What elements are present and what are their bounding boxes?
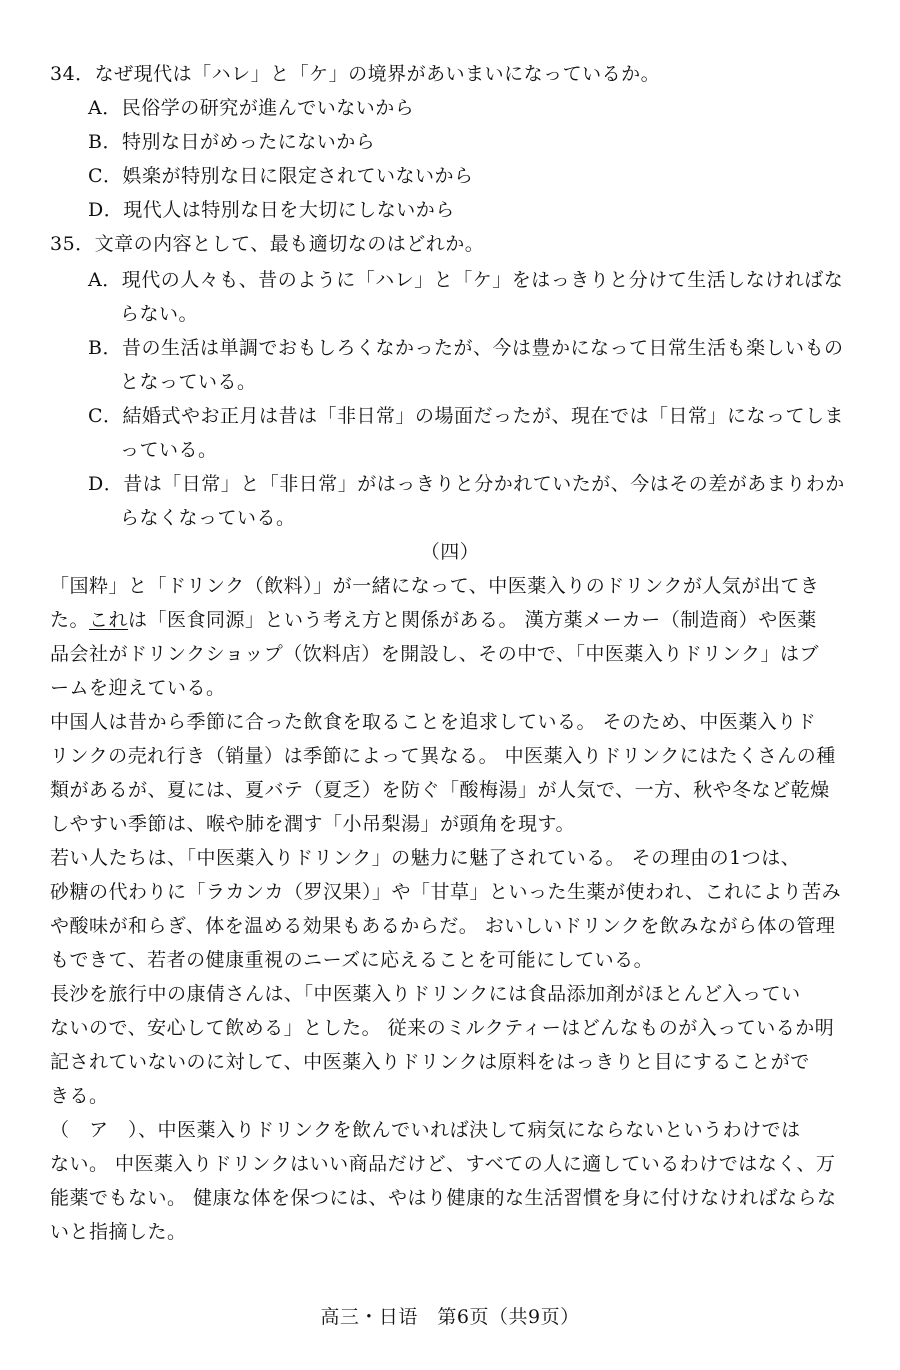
question-35-option-a: A．現代の人々も、昔のように「ハレ」と「ケ」をはっきりと分けて生活しなければな: [88, 269, 844, 291]
passage-p1-line: ームを迎えている。: [50, 677, 226, 699]
passage-p1-text: た。: [50, 609, 90, 631]
question-35-stem: 35．文章の内容として、最も適切なのはどれか。: [50, 233, 485, 255]
underlined-word-kore: これ: [89, 609, 129, 631]
question-35-option-d-cont: らなくなっている。: [120, 507, 296, 529]
question-35-option-b: B．昔の生活は単調でおもしろくなかったが、今は豊かになって日常生活も楽しいもの: [88, 337, 844, 359]
question-35-option-a-cont: らない。: [120, 303, 199, 325]
passage-p1-line: 品会社がドリンクショップ（饮料店）を開設し、その中で、「中医薬入りドリンク」はブ: [50, 643, 819, 665]
section-title: （四）: [420, 541, 480, 563]
passage-p4-line: 記されていないのに対して、中医薬入りドリンクは原料をはっきりと目にすることがで: [50, 1051, 810, 1073]
passage-p3-line: 若い人たちは、「中医薬入りドリンク」の魅力に魅了されている。 その理由の1つは、: [50, 847, 801, 869]
passage-p4-line: きる。: [50, 1085, 109, 1107]
passage-p5-line: いと指摘した。: [50, 1221, 187, 1243]
passage-p3-line: 砂糖の代わりに「ラカンカ（罗汉果）」や「甘草」といった生薬が使われ、これにより苦み: [50, 881, 842, 903]
passage-p2-line: しやすい季節は、喉や肺を潤す「小吊梨湯」が頭角を現す。: [50, 813, 575, 835]
question-34-option-d: D．現代人は特別な日を大切にしないから: [88, 199, 455, 221]
passage-p4-line: 長沙を旅行中の康倩さんは、「中医薬入りドリンクには食品添加剤がほとんど入ってい: [50, 983, 801, 1005]
page-footer: 高三・日语 第6页（共9页）: [320, 1306, 580, 1328]
passage-p1-line: [50, 608, 850, 632]
passage-p2-line: 中国人は昔から季節に合った飲食を取ることを追求している。 そのため、中医薬入りド: [50, 711, 817, 733]
question-34-option-b: B．特別な日がめったにないから: [88, 131, 376, 153]
passage-p2-line: リンクの売れ行き（销量）は季節によって異なる。 中医薬入りドリンクにはたくさんの種: [50, 745, 836, 767]
passage-p1-text: は「医食同源」という考え方と関係がある。 漢方薬メーカー（制造商）や医薬: [128, 609, 817, 631]
passage-p4-line: ないので、安心して飲める」とした。 従来のミルクティーはどんなものが入っているか明: [50, 1017, 835, 1039]
passage-p1-line: 「国粋」と「ドリンク（飲料）」が一緒になって、中医薬入りのドリンクが人気が出てき: [50, 575, 820, 597]
passage-p5-line: （ ア ）、中医薬入りドリンクを飲んでいれば決して病気にならないというわけでは: [50, 1119, 801, 1141]
passage-p5-line: ない。 中医薬入りドリンクはいい商品だけど、すべての人に適しているわけではなく、万: [50, 1153, 836, 1175]
question-35-option-d: D．昔は「日常」と「非日常」がはっきりと分かれていたが、今はその差があまりわか: [88, 473, 845, 495]
question-35-option-b-cont: となっている。: [120, 371, 257, 393]
passage-p3-line: もできて、若者の健康重視のニーズに応えることを可能にしている。: [50, 949, 654, 971]
question-34-stem: 34．なぜ現代は「ハレ」と「ケ」の境界があいまいになっているか。: [50, 63, 661, 85]
passage-p3-line: や酸味が和らぎ、体を温める効果もあるからだ。 おいしいドリンクを飲みながら体の管理: [50, 915, 836, 937]
passage-p2-line: 類があるが、夏には、夏バテ（夏乏）を防ぐ「酸梅湯」が人気で、一方、秋や冬など乾燥: [50, 779, 830, 801]
question-34-option-c: C．娯楽が特別な日に限定されていないから: [88, 165, 474, 187]
passage-p5-line: 能薬でもない。 健康な体を保つには、やはり健康的な生活習慣を身に付けなければならな: [50, 1187, 837, 1209]
question-34-option-a: A．民俗学の研究が進んでいないから: [88, 97, 415, 119]
question-35-option-c-cont: っている。: [120, 439, 218, 461]
question-35-option-c: C．結婚式やお正月は昔は「非日常」の場面だったが、現在では「日常」になってしま: [88, 405, 845, 427]
